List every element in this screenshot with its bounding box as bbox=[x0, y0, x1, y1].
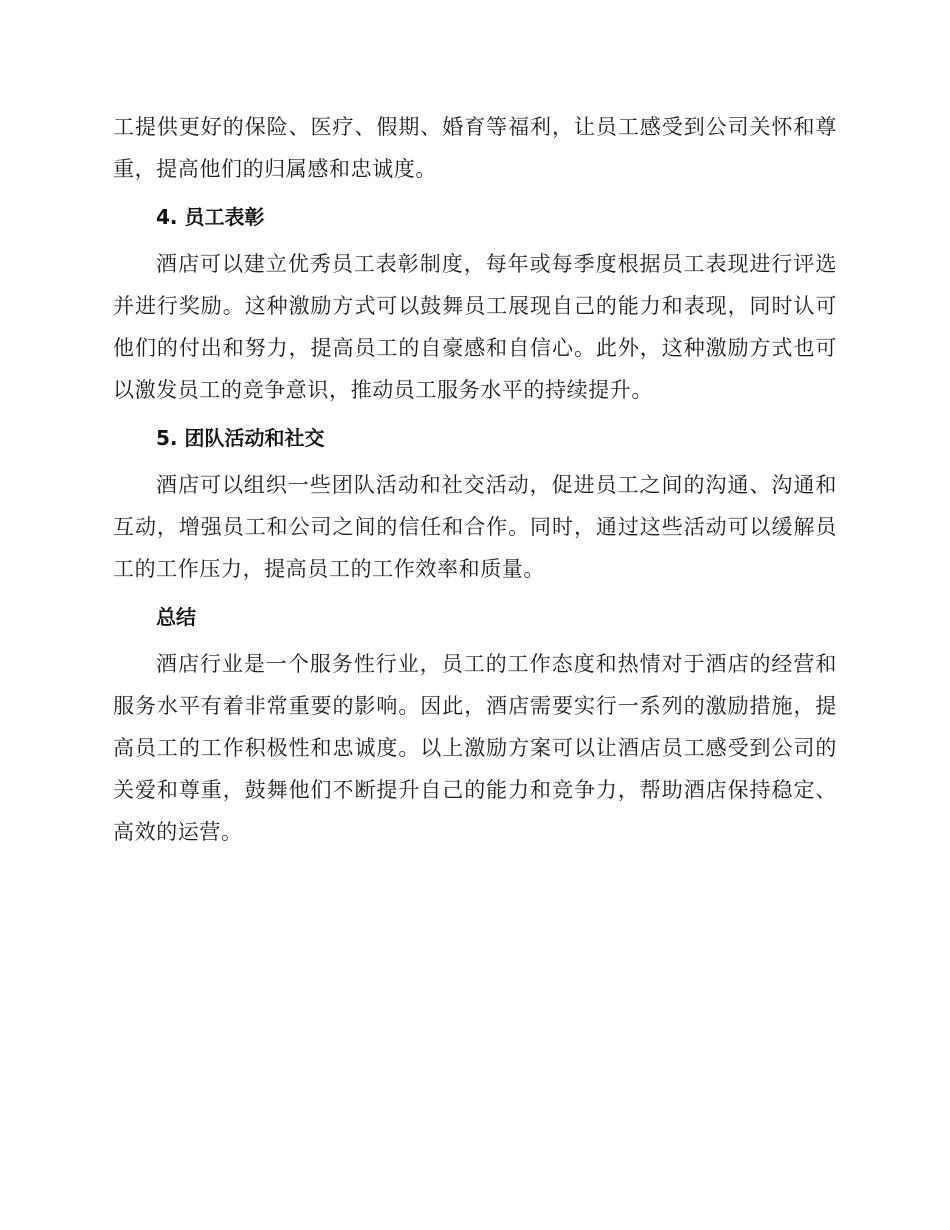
paragraph-employee-recognition: 酒店可以建立优秀员工表彰制度，每年或每季度根据员工表现进行评选并进行奖励。这种激励方式可以鼓舞员工展现自己的能力和表现，同时认可他们的付出和努力，提高员工的自豪感和自信心。此外，这种激励方式也可以激发员工的竞争意识，推动员工服务水平的持续提升。 bbox=[113, 252, 837, 402]
heading-team-activities: 5. 团队活动和社交 bbox=[156, 426, 325, 450]
paragraph-benefits-continued: 工提供更好的保险、医疗、假期、婚育等福利，让员工感受到公司关怀和尊重，提高他们的归属感和忠诚度。 bbox=[113, 115, 837, 181]
heading-employee-recognition: 4. 员工表彰 bbox=[156, 205, 265, 229]
document-body bbox=[113, 106, 837, 853]
paragraph-team-activities: 酒店可以组织一些团队活动和社交活动，促进员工之间的沟通、沟通和互动，增强员工和公司之间的信任和合作。同时，通过这些活动可以缓解员工的工作压力，提高员工的工作效率和质量。 bbox=[113, 473, 837, 581]
heading-summary: 总结 bbox=[156, 605, 196, 629]
paragraph-summary: 酒店行业是一个服务性行业，员工的工作态度和热情对于酒店的经营和服务水平有着非常重要的影响。因此，酒店需要实行一系列的激励措施，提高员工的工作积极性和忠诚度。以上激励方案可以让酒店员工感受到公司的关爱和尊重，鼓舞他们不断提升自己的能力和竞争力，帮助酒店保持稳定、高效的运营。 bbox=[113, 652, 837, 844]
